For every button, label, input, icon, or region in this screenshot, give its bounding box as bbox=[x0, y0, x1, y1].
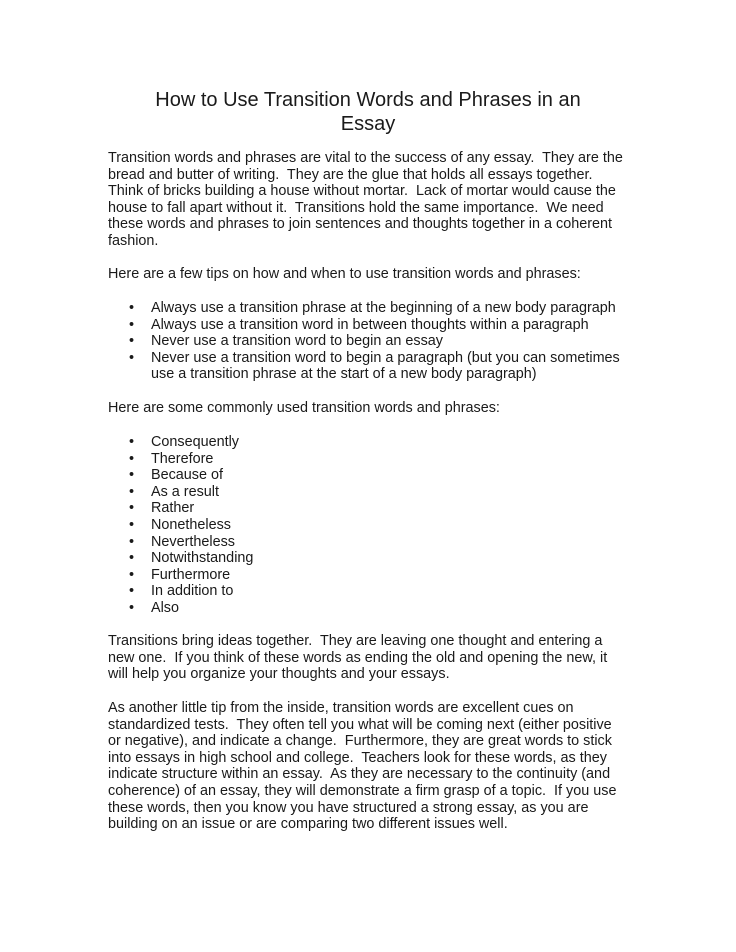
text-line: Transitions bring ideas together. They are leaving one thought and entering a bbox=[108, 633, 603, 649]
list-item bbox=[108, 484, 668, 501]
bullet-icon: • bbox=[129, 566, 135, 583]
bullet-icon: • bbox=[129, 599, 135, 616]
text-line: or negative), and indicate a change. Furthermore, they are great words to stick bbox=[108, 733, 612, 750]
text-line: Here are a few tips on how and when to use transition words and phrases: bbox=[108, 266, 581, 282]
list-item-text: Therefore bbox=[151, 450, 214, 467]
list-item-text: Consequently bbox=[151, 434, 240, 450]
list-item bbox=[108, 517, 668, 534]
list-item-text: Furthermore bbox=[151, 566, 231, 583]
text-line: Think of bricks building a house without mortar. Lack of mortar would cause the bbox=[108, 183, 616, 200]
text-line: coherence) of an essay, they will demonstrate a firm grasp of a topic. If you use bbox=[108, 782, 617, 799]
text-line: Transition words and phrases are vital to the success of any essay. They are the bbox=[108, 150, 623, 166]
bullet-icon: • bbox=[129, 500, 135, 517]
list-item bbox=[108, 451, 668, 468]
list-item-text: As a result bbox=[151, 483, 219, 500]
list-item-text: Notwithstanding bbox=[151, 550, 254, 567]
list-item-text: Also bbox=[151, 599, 179, 616]
text-line: these words and phrases to join sentences and thoughts together in a coherent bbox=[108, 216, 613, 233]
list-item bbox=[108, 434, 668, 451]
list-item bbox=[108, 583, 668, 600]
bullet-icon: • bbox=[129, 434, 135, 450]
bullet-icon: • bbox=[129, 349, 135, 366]
list-item bbox=[108, 600, 668, 617]
bullet-icon: • bbox=[129, 300, 135, 316]
tips-heading bbox=[108, 266, 648, 283]
bullet-icon: • bbox=[129, 483, 135, 500]
list-item bbox=[108, 317, 668, 334]
list-item bbox=[108, 550, 668, 567]
text-line: these words, then you know you have structured a strong essay, as you are bbox=[108, 799, 589, 816]
bullet-icon: • bbox=[129, 550, 135, 567]
bullet-icon: • bbox=[129, 333, 135, 350]
list-item bbox=[108, 534, 668, 551]
list-item-text: Always use a transition phrase at the beginning of a new body paragraph bbox=[151, 300, 616, 316]
list-item bbox=[108, 467, 668, 484]
text-line: bread and butter of writing. They are the glue that holds all essays together. bbox=[108, 166, 593, 183]
tips-list bbox=[108, 300, 668, 383]
title-line: How to Use Transition Words and Phrases in an bbox=[155, 89, 581, 111]
list-item bbox=[108, 350, 668, 383]
bullet-icon: • bbox=[129, 533, 135, 550]
title-line: Essay bbox=[340, 113, 396, 135]
list-item-text: In addition to bbox=[151, 583, 234, 600]
bullet-icon: • bbox=[129, 583, 135, 600]
bullet-icon: • bbox=[129, 467, 135, 484]
bullet-icon: • bbox=[129, 316, 135, 333]
list-item bbox=[108, 300, 668, 317]
text-line: fashion. bbox=[108, 232, 159, 249]
text-line: As another little tip from the inside, transition words are excellent cues on bbox=[108, 700, 574, 716]
text-line: building on an issue or are comparing two different issues well. bbox=[108, 816, 508, 833]
bullet-icon: • bbox=[129, 450, 135, 467]
list-item-text: Because of bbox=[151, 467, 224, 484]
text-line: will help you organize your thoughts and your essays. bbox=[108, 666, 450, 683]
intro-paragraph bbox=[108, 150, 648, 250]
text-line: house to fall apart without it. Transitions hold the same importance. We need bbox=[108, 199, 604, 216]
text-line: standardized tests. They often tell you what will be coming next (either positive bbox=[108, 716, 612, 733]
list-item bbox=[108, 500, 668, 517]
list-item-text: Rather bbox=[151, 500, 195, 517]
text-line: indicate structure within an essay. As they are necessary to the continuity (and bbox=[108, 766, 611, 783]
list-item-text: use a transition phrase at the start of a new body paragraph) bbox=[151, 366, 537, 383]
list-item-text: Nevertheless bbox=[151, 533, 235, 550]
page-title bbox=[108, 88, 628, 136]
list-item-text: Always use a transition word in between thoughts within a paragraph bbox=[151, 316, 589, 333]
text-line: into essays in high school and college. Teachers look for these words, as they bbox=[108, 749, 607, 766]
common-words-list bbox=[108, 434, 668, 617]
transitions-paragraph bbox=[108, 633, 648, 683]
list-item-text: Never use a transition word to begin an essay bbox=[151, 333, 443, 350]
tips-paragraph bbox=[108, 700, 648, 833]
text-line: new one. If you think of these words as ending the old and opening the new, it bbox=[108, 649, 608, 666]
bullet-icon: • bbox=[129, 516, 135, 533]
common-words-heading bbox=[108, 400, 648, 417]
list-item bbox=[108, 567, 668, 584]
text-line: Here are some commonly used transition words and phrases: bbox=[108, 400, 500, 416]
list-item bbox=[108, 333, 668, 350]
list-item-text: Never use a transition word to begin a paragraph (but you can sometimes bbox=[151, 349, 620, 366]
list-item-text: Nonetheless bbox=[151, 516, 231, 533]
